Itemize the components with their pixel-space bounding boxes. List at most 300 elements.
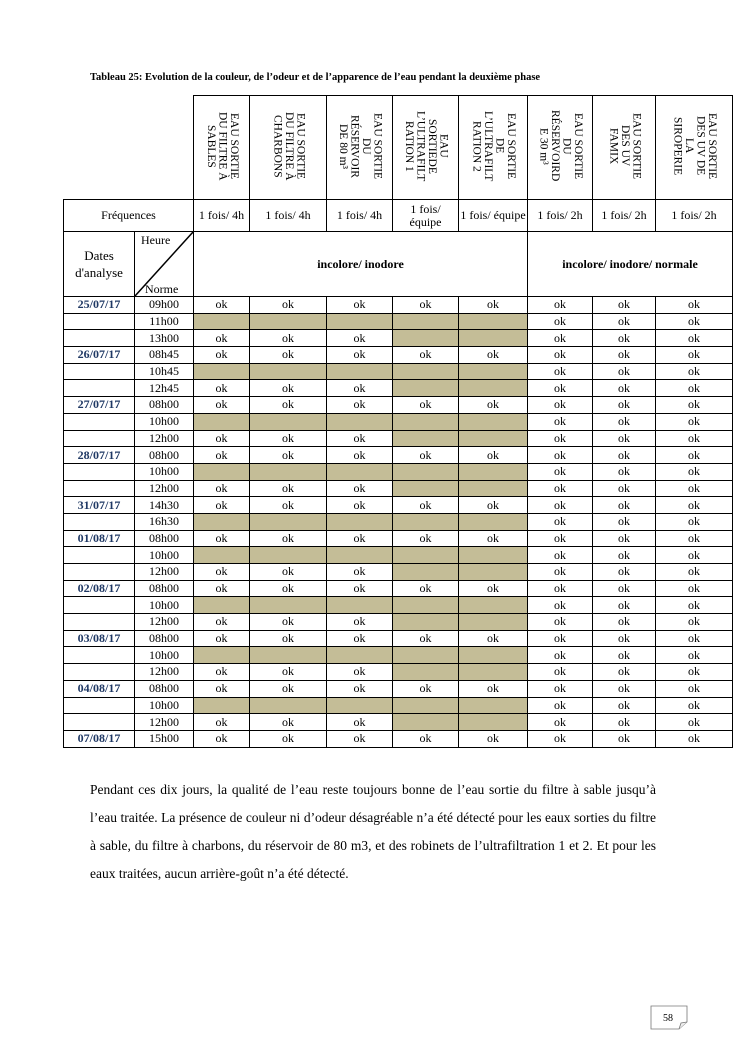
result-cell: ok <box>528 397 593 414</box>
not-measured-cell <box>459 430 528 447</box>
date-cell <box>64 597 135 614</box>
result-cell: ok <box>393 297 459 314</box>
date-cell: 26/07/17 <box>64 347 135 364</box>
not-measured-cell <box>194 697 250 714</box>
result-cell: ok <box>593 664 656 681</box>
frequency-cell: 1 fois/ équipe <box>393 200 459 232</box>
not-measured-cell <box>250 547 327 564</box>
result-cell: ok <box>656 330 733 347</box>
table-row <box>64 313 733 330</box>
table-row <box>64 463 733 480</box>
result-cell: ok <box>393 630 459 647</box>
result-cell: ok <box>393 497 459 514</box>
result-cell: ok <box>327 380 393 397</box>
date-cell <box>64 697 135 714</box>
result-cell: ok <box>528 347 593 364</box>
not-measured-cell <box>194 547 250 564</box>
not-measured-cell <box>393 547 459 564</box>
result-cell: ok <box>528 730 593 747</box>
result-cell: ok <box>593 397 656 414</box>
date-cell <box>64 714 135 731</box>
not-measured-cell <box>250 413 327 430</box>
frequency-row <box>64 200 733 232</box>
table-row <box>64 697 733 714</box>
date-cell: 27/07/17 <box>64 397 135 414</box>
not-measured-cell <box>250 463 327 480</box>
result-cell: ok <box>194 664 250 681</box>
result-cell: ok <box>656 447 733 464</box>
not-measured-cell <box>327 597 393 614</box>
result-cell: ok <box>593 447 656 464</box>
result-cell: ok <box>528 714 593 731</box>
date-cell: 01/08/17 <box>64 530 135 547</box>
result-cell: ok <box>393 730 459 747</box>
result-cell: ok <box>593 513 656 530</box>
result-cell: ok <box>459 497 528 514</box>
result-cell: ok <box>656 363 733 380</box>
table-row <box>64 630 733 647</box>
not-measured-cell <box>194 597 250 614</box>
result-cell: ok <box>194 480 250 497</box>
result-cell: ok <box>656 297 733 314</box>
result-cell: ok <box>656 463 733 480</box>
result-cell: ok <box>393 580 459 597</box>
not-measured-cell <box>459 564 528 581</box>
column-header: EAU SORTIEDE L’ULTRAFILT RATION 1 <box>393 96 459 200</box>
result-cell: ok <box>528 413 593 430</box>
not-measured-cell <box>250 363 327 380</box>
result-cell: ok <box>593 380 656 397</box>
time-cell: 12h00 <box>135 664 194 681</box>
frequency-cell: 1 fois/ 4h <box>250 200 327 232</box>
table-row <box>64 664 733 681</box>
not-measured-cell <box>327 463 393 480</box>
not-measured-cell <box>459 363 528 380</box>
result-cell: ok <box>528 697 593 714</box>
not-measured-cell <box>250 597 327 614</box>
result-cell: ok <box>250 397 327 414</box>
time-cell: 11h00 <box>135 313 194 330</box>
not-measured-cell <box>393 664 459 681</box>
column-header: EAU SORTIE DES UV FAMIX <box>593 96 656 200</box>
date-cell: 25/07/17 <box>64 297 135 314</box>
result-cell: ok <box>194 680 250 697</box>
not-measured-cell <box>459 697 528 714</box>
time-cell: 10h00 <box>135 597 194 614</box>
result-cell: ok <box>656 397 733 414</box>
frequency-cell: 1 fois/ 2h <box>528 200 593 232</box>
result-cell: ok <box>250 664 327 681</box>
result-cell: ok <box>250 530 327 547</box>
date-cell: 07/08/17 <box>64 730 135 747</box>
result-cell: ok <box>194 297 250 314</box>
result-cell: ok <box>459 530 528 547</box>
column-header: EAU SORTIE DU FILTRE À CHARBONS <box>250 96 327 200</box>
table-row <box>64 347 733 364</box>
result-cell: ok <box>194 630 250 647</box>
result-cell: ok <box>528 330 593 347</box>
result-cell: ok <box>593 413 656 430</box>
table-row <box>64 497 733 514</box>
date-cell <box>64 647 135 664</box>
result-cell: ok <box>393 397 459 414</box>
not-measured-cell <box>327 413 393 430</box>
result-cell: ok <box>593 347 656 364</box>
result-cell: ok <box>250 714 327 731</box>
result-cell: ok <box>194 564 250 581</box>
table-row <box>64 714 733 731</box>
result-cell: ok <box>528 630 593 647</box>
result-cell: ok <box>656 647 733 664</box>
not-measured-cell <box>250 647 327 664</box>
table-row <box>64 647 733 664</box>
table-row <box>64 397 733 414</box>
not-measured-cell <box>459 330 528 347</box>
result-cell: ok <box>459 730 528 747</box>
not-measured-cell <box>459 413 528 430</box>
result-cell: ok <box>194 497 250 514</box>
heure-norme-cell <box>135 232 194 297</box>
time-cell: 12h00 <box>135 614 194 631</box>
result-cell: ok <box>593 330 656 347</box>
not-measured-cell <box>250 697 327 714</box>
body-paragraph: Pendant ces dix jours, la qualité de l’eau reste toujours bonne de l’eau sortie du filtre à sable jusqu’à l’eau traitée. La présence de couleur ni d’odeur désagréable n’a été détecté pour les eaux sorties du filtre à sable, du filtre à charbons, du réservoir de 80 m3, et des robinets de l’ultrafiltration 1 et 2. Et pour les eaux traitées, aucun arrière-goût n’a été détecté. <box>90 782 656 881</box>
not-measured-cell <box>393 564 459 581</box>
empty-corner <box>64 96 194 200</box>
result-cell: ok <box>327 480 393 497</box>
result-cell: ok <box>593 463 656 480</box>
result-cell: ok <box>656 630 733 647</box>
result-cell: ok <box>393 680 459 697</box>
result-cell: ok <box>593 614 656 631</box>
result-cell: ok <box>250 347 327 364</box>
result-cell: ok <box>528 497 593 514</box>
result-cell: ok <box>528 530 593 547</box>
time-cell: 10h00 <box>135 697 194 714</box>
result-cell: ok <box>194 397 250 414</box>
quality-table <box>63 95 733 748</box>
not-measured-cell <box>250 313 327 330</box>
result-cell: ok <box>528 664 593 681</box>
not-measured-cell <box>459 513 528 530</box>
time-cell: 12h00 <box>135 714 194 731</box>
table-row <box>64 430 733 447</box>
result-cell: ok <box>327 497 393 514</box>
result-cell: ok <box>593 697 656 714</box>
result-cell: ok <box>194 347 250 364</box>
result-cell: ok <box>194 714 250 731</box>
not-measured-cell <box>393 714 459 731</box>
frequency-cell: 1 fois/ 2h <box>593 200 656 232</box>
not-measured-cell <box>194 463 250 480</box>
result-cell: ok <box>327 564 393 581</box>
table-caption: Tableau 25: Evolution de la couleur, de l’odeur et de l’apparence de l’eau pendant la deuxième phase <box>90 72 541 83</box>
not-measured-cell <box>194 363 250 380</box>
result-cell: ok <box>194 614 250 631</box>
result-cell: ok <box>327 664 393 681</box>
result-cell: ok <box>327 347 393 364</box>
not-measured-cell <box>327 313 393 330</box>
result-cell: ok <box>656 580 733 597</box>
not-measured-cell <box>393 313 459 330</box>
result-cell: ok <box>327 397 393 414</box>
table-row <box>64 730 733 747</box>
page-number-box <box>650 1005 688 1030</box>
time-cell: 16h30 <box>135 513 194 530</box>
table-row <box>64 380 733 397</box>
not-measured-cell <box>459 380 528 397</box>
not-measured-cell <box>194 413 250 430</box>
not-measured-cell <box>459 463 528 480</box>
result-cell: ok <box>656 664 733 681</box>
result-cell: ok <box>528 564 593 581</box>
result-cell: ok <box>528 513 593 530</box>
result-cell: ok <box>593 363 656 380</box>
result-cell: ok <box>250 447 327 464</box>
date-cell <box>64 480 135 497</box>
not-measured-cell <box>459 547 528 564</box>
result-cell: ok <box>194 580 250 597</box>
column-header: EAU SORTIE DE L’ULTRAFILT RATION 2 <box>459 96 528 200</box>
result-cell: ok <box>327 730 393 747</box>
column-header: EAU SORTIE DU RÉSERVOIR DE 80 m³ <box>327 96 393 200</box>
page-number: 58 <box>663 1013 673 1024</box>
time-cell: 10h45 <box>135 363 194 380</box>
not-measured-cell <box>459 714 528 731</box>
result-cell: ok <box>593 597 656 614</box>
not-measured-cell <box>393 597 459 614</box>
result-cell: ok <box>250 614 327 631</box>
time-cell: 14h30 <box>135 497 194 514</box>
not-measured-cell <box>327 647 393 664</box>
result-cell: ok <box>593 530 656 547</box>
date-cell <box>64 413 135 430</box>
result-cell: ok <box>528 480 593 497</box>
not-measured-cell <box>194 313 250 330</box>
not-measured-cell <box>327 547 393 564</box>
result-cell: ok <box>528 297 593 314</box>
not-measured-cell <box>393 430 459 447</box>
not-measured-cell <box>459 597 528 614</box>
result-cell: ok <box>656 564 733 581</box>
result-cell: ok <box>250 680 327 697</box>
date-cell <box>64 313 135 330</box>
table-row <box>64 513 733 530</box>
result-cell: ok <box>656 347 733 364</box>
not-measured-cell <box>393 697 459 714</box>
date-cell <box>64 380 135 397</box>
result-cell: ok <box>593 630 656 647</box>
time-cell: 08h00 <box>135 680 194 697</box>
time-cell: 12h00 <box>135 564 194 581</box>
result-cell: ok <box>528 614 593 631</box>
result-cell: ok <box>593 297 656 314</box>
result-cell: ok <box>528 463 593 480</box>
table-row <box>64 680 733 697</box>
column-header: EAU SORTIE DU FILTRE À SABLES <box>194 96 250 200</box>
time-cell: 13h00 <box>135 330 194 347</box>
result-cell: ok <box>528 680 593 697</box>
result-cell: ok <box>656 513 733 530</box>
not-measured-cell <box>194 647 250 664</box>
result-cell: ok <box>656 413 733 430</box>
result-cell: ok <box>593 564 656 581</box>
table-row <box>64 447 733 464</box>
result-cell: ok <box>393 347 459 364</box>
result-cell: ok <box>327 330 393 347</box>
not-measured-cell <box>327 363 393 380</box>
result-cell: ok <box>528 547 593 564</box>
result-cell: ok <box>593 480 656 497</box>
result-cell: ok <box>194 730 250 747</box>
not-measured-cell <box>194 513 250 530</box>
time-cell: 08h00 <box>135 397 194 414</box>
result-cell: ok <box>194 530 250 547</box>
date-cell: 04/08/17 <box>64 680 135 697</box>
time-cell: 15h00 <box>135 730 194 747</box>
time-cell: 12h45 <box>135 380 194 397</box>
date-cell <box>64 463 135 480</box>
frequency-cell: 1 fois/ 2h <box>656 200 733 232</box>
table-row <box>64 363 733 380</box>
result-cell: ok <box>250 580 327 597</box>
result-cell: ok <box>327 430 393 447</box>
date-cell <box>64 363 135 380</box>
result-cell: ok <box>459 397 528 414</box>
result-cell: ok <box>250 564 327 581</box>
not-measured-cell <box>327 513 393 530</box>
result-cell: ok <box>528 580 593 597</box>
time-cell: 12h00 <box>135 480 194 497</box>
result-cell: ok <box>593 430 656 447</box>
time-cell: 10h00 <box>135 413 194 430</box>
result-cell: ok <box>656 714 733 731</box>
not-measured-cell <box>393 380 459 397</box>
date-cell <box>64 564 135 581</box>
table-row <box>64 530 733 547</box>
result-cell: ok <box>593 714 656 731</box>
column-header-row <box>64 96 733 200</box>
result-cell: ok <box>194 380 250 397</box>
result-cell: ok <box>528 430 593 447</box>
not-measured-cell <box>393 413 459 430</box>
result-cell: ok <box>593 730 656 747</box>
table-row <box>64 480 733 497</box>
result-cell: ok <box>459 630 528 647</box>
result-cell: ok <box>593 497 656 514</box>
table-row <box>64 564 733 581</box>
norme-label: Norme <box>145 282 179 296</box>
result-cell: ok <box>250 480 327 497</box>
result-cell: ok <box>250 330 327 347</box>
time-cell: 10h00 <box>135 547 194 564</box>
time-cell: 08h00 <box>135 630 194 647</box>
result-cell: ok <box>250 497 327 514</box>
result-cell: ok <box>327 580 393 597</box>
result-cell: ok <box>250 730 327 747</box>
not-measured-cell <box>327 697 393 714</box>
time-cell: 08h00 <box>135 447 194 464</box>
result-cell: ok <box>250 380 327 397</box>
frequency-cell: 1 fois/ 4h <box>327 200 393 232</box>
result-cell: ok <box>327 447 393 464</box>
dates-label: Dates d'analyse <box>64 232 135 297</box>
result-cell: ok <box>250 297 327 314</box>
result-cell: ok <box>459 297 528 314</box>
table-row <box>64 580 733 597</box>
not-measured-cell <box>393 330 459 347</box>
date-cell: 03/08/17 <box>64 630 135 647</box>
result-cell: ok <box>459 680 528 697</box>
date-cell: 31/07/17 <box>64 497 135 514</box>
date-cell: 28/07/17 <box>64 447 135 464</box>
date-cell: 02/08/17 <box>64 580 135 597</box>
result-cell: ok <box>656 730 733 747</box>
table-row <box>64 547 733 564</box>
not-measured-cell <box>459 480 528 497</box>
norm-group-1: incolore/ inodore <box>194 232 528 297</box>
result-cell: ok <box>327 714 393 731</box>
date-cell <box>64 664 135 681</box>
result-cell: ok <box>194 330 250 347</box>
result-cell: ok <box>593 680 656 697</box>
result-cell: ok <box>593 313 656 330</box>
date-cell <box>64 330 135 347</box>
result-cell: ok <box>656 313 733 330</box>
not-measured-cell <box>393 480 459 497</box>
not-measured-cell <box>459 664 528 681</box>
not-measured-cell <box>393 614 459 631</box>
result-cell: ok <box>327 614 393 631</box>
result-cell: ok <box>593 647 656 664</box>
result-cell: ok <box>327 530 393 547</box>
column-header: EAU SORTIE DES UV DE LA SIROPERIE <box>656 96 733 200</box>
result-cell: ok <box>393 447 459 464</box>
result-cell: ok <box>250 430 327 447</box>
result-cell: ok <box>593 580 656 597</box>
result-cell: ok <box>528 380 593 397</box>
time-cell: 08h00 <box>135 530 194 547</box>
date-cell <box>64 547 135 564</box>
result-cell: ok <box>327 630 393 647</box>
result-cell: ok <box>656 547 733 564</box>
result-cell: ok <box>656 597 733 614</box>
frequency-label: Fréquences <box>64 200 194 232</box>
column-header: EAU SORTIE DU RÉSERVOIRD E 30 m³ <box>528 96 593 200</box>
result-cell: ok <box>656 680 733 697</box>
result-cell: ok <box>528 647 593 664</box>
result-cell: ok <box>459 580 528 597</box>
not-measured-cell <box>459 614 528 631</box>
date-cell <box>64 513 135 530</box>
result-cell: ok <box>528 597 593 614</box>
table-row <box>64 597 733 614</box>
table-row <box>64 297 733 314</box>
time-cell: 09h00 <box>135 297 194 314</box>
result-cell: ok <box>459 447 528 464</box>
result-cell: ok <box>656 380 733 397</box>
not-measured-cell <box>459 313 528 330</box>
result-cell: ok <box>459 347 528 364</box>
result-cell: ok <box>393 530 459 547</box>
result-cell: ok <box>593 547 656 564</box>
result-cell: ok <box>656 530 733 547</box>
time-cell: 10h00 <box>135 463 194 480</box>
heure-label: Heure <box>141 233 171 247</box>
result-cell: ok <box>528 313 593 330</box>
table-row <box>64 330 733 347</box>
result-cell: ok <box>656 430 733 447</box>
